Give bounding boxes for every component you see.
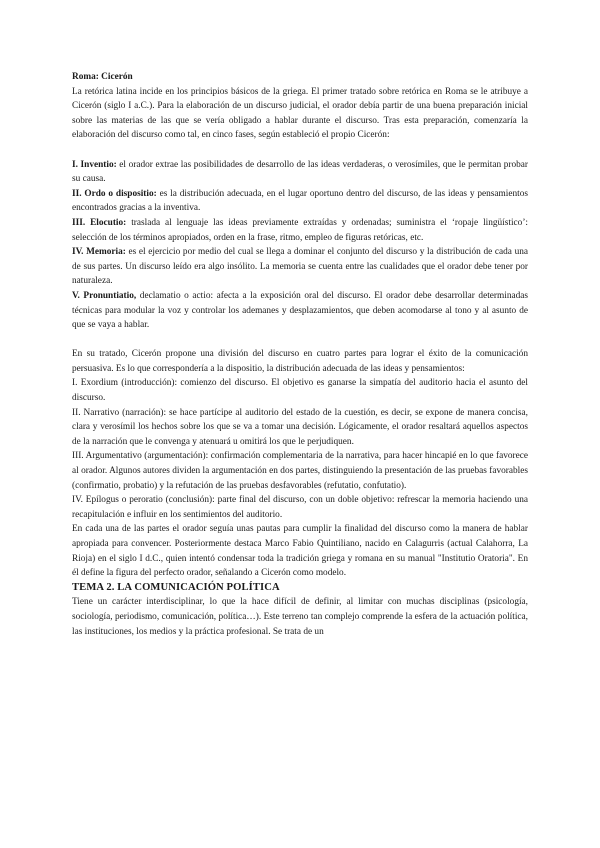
phase-term: I. Inventio: bbox=[72, 159, 117, 170]
phase-text: traslada al lenguaje las ideas previamente extraídas y ordenadas; suministra el ‘ropaje lingüístico’: selección de los términos apropiados, orden en la frase, ritmo, empleo de figuras retóricas, etc. bbox=[72, 217, 529, 243]
document-page bbox=[72, 70, 528, 639]
part-item: IV. Epílogus o peroratio (conclusión): parte final del discurso, con un doble objetivo: refrescar la memoria haciendo una recapitulación e influir en los sentimientos del auditorio. bbox=[72, 495, 528, 520]
parts-section bbox=[72, 347, 528, 522]
phase-item bbox=[72, 289, 528, 333]
part-item: II. Narrativo (narración): se hace partícipe al auditorio del estado de la cuestión, es decir, se expone de manera concisa, clara y verosímil los hechos sobre los que se va a tomar una decisión. Lógicamente, el orador resaltará aquellos aspectos de la narración que le convenga y atenuará u omitirá los que le perjudiquen. bbox=[72, 407, 528, 447]
phase-term: II. Ordo o dispositio: bbox=[72, 188, 157, 199]
phase-text: el orador extrae las posibilidades de desarrollo de las ideas verdaderas, o verosímiles, que le permitan probar su causa. bbox=[72, 159, 528, 185]
phase-text: es la distribución adecuada, en el lugar oportuno dentro del discurso, de las ideas y pensamientos encontrados gracias a la inventiva. bbox=[72, 188, 528, 214]
section-title: Roma: Cicerón bbox=[72, 72, 133, 82]
closing-paragraph: En cada una de las partes el orador seguía unas pautas para cumplir la finalidad del discurso como la manera de hablar apropiada para convencer. Posteriormente destaca Marco Fabio Quintiliano, nacido en Calagurris (actual Calahorra, La Rioja) en el siglo I d.C., quien intentó condensar toda la tradición griega y romana en su manual "Institutio Oratoria". En él define la figura del perfecto orador, señalando a Cicerón como modelo. bbox=[72, 524, 528, 579]
intro-paragraph: La retórica latina incide en los principios básicos de la griega. El primer tratado sobre retórica en Roma se le atribuye a Cicerón (siglo I a.C.). Para la elaboración de un discurso judicial, el orador debía partir de una buena preparación inicial sobre las materias de las que se vería obligado a hablar durante el discurso. Tras esta preparación, comenzaría la elaboración del discurso como tal, en cinco fases, según estableció el propio Cicerón: bbox=[72, 86, 528, 141]
part-item: III. Argumentativo (argumentación): confirmación complementaria de la narrativa, para hacer hincapié en lo que favorece al orador. Algunos autores dividen la argumentación en dos partes, distinguiendo la presentación de las pruebas favorables (confirmatio, probatio) y la refutación de las pruebas desfavorables (refutatio, confutatio). bbox=[72, 451, 528, 491]
phase-item bbox=[72, 158, 528, 187]
phase-term: III. Elocutio: bbox=[72, 217, 127, 228]
phase-text: es el ejercicio por medio del cual se llega a dominar el conjunto del discurso y la distribución de cada una de sus partes. Un discurso leído era algo insólito. La memoria se cuenta entre las cualidades que el orador debe tener por naturaleza. bbox=[72, 247, 528, 287]
phase-term: IV. Memoria: bbox=[72, 247, 126, 258]
topic-paragraph: Tiene un carácter interdisciplinar, lo que la hace difícil de definir, al limitar con muchas disciplinas (psicología, sociología, periodismo, comunicación, política…). Este terreno tan complejo comprende la esfera de la actuación política, las instituciones, los medios y la práctica profesional. Se trata de un bbox=[72, 597, 528, 637]
phases-list bbox=[72, 158, 528, 333]
part-item: I. Exordium (introducción): comienzo del discurso. El objetivo es ganarse la simpatía del auditorio hacia el asunto del discurso. bbox=[72, 378, 528, 404]
parts-intro: En su tratado, Cicerón propone una división del discurso en cuatro partes para lograr el éxito de la comunicación persuasiva. Es lo que correspondería a la dispositio, la distribución adecuada de las ideas y pensamientos: bbox=[72, 349, 528, 374]
phase-term: V. Pronuntiatio, bbox=[72, 290, 137, 301]
topic-title: TEMA 2. LA COMUNICACIÓN POLÍTICA bbox=[72, 581, 280, 593]
phase-item bbox=[72, 187, 528, 216]
phase-item bbox=[72, 216, 528, 245]
phase-text: declamatio o actio: afecta a la exposición oral del discurso. El orador debe desarrollar determinadas técnicas para modular la voz y controlar los ademanes y desplazamientos, que deben acomodarse al tono y al asunto de que se vaya a hablar. bbox=[72, 290, 528, 331]
phase-item bbox=[72, 245, 528, 289]
